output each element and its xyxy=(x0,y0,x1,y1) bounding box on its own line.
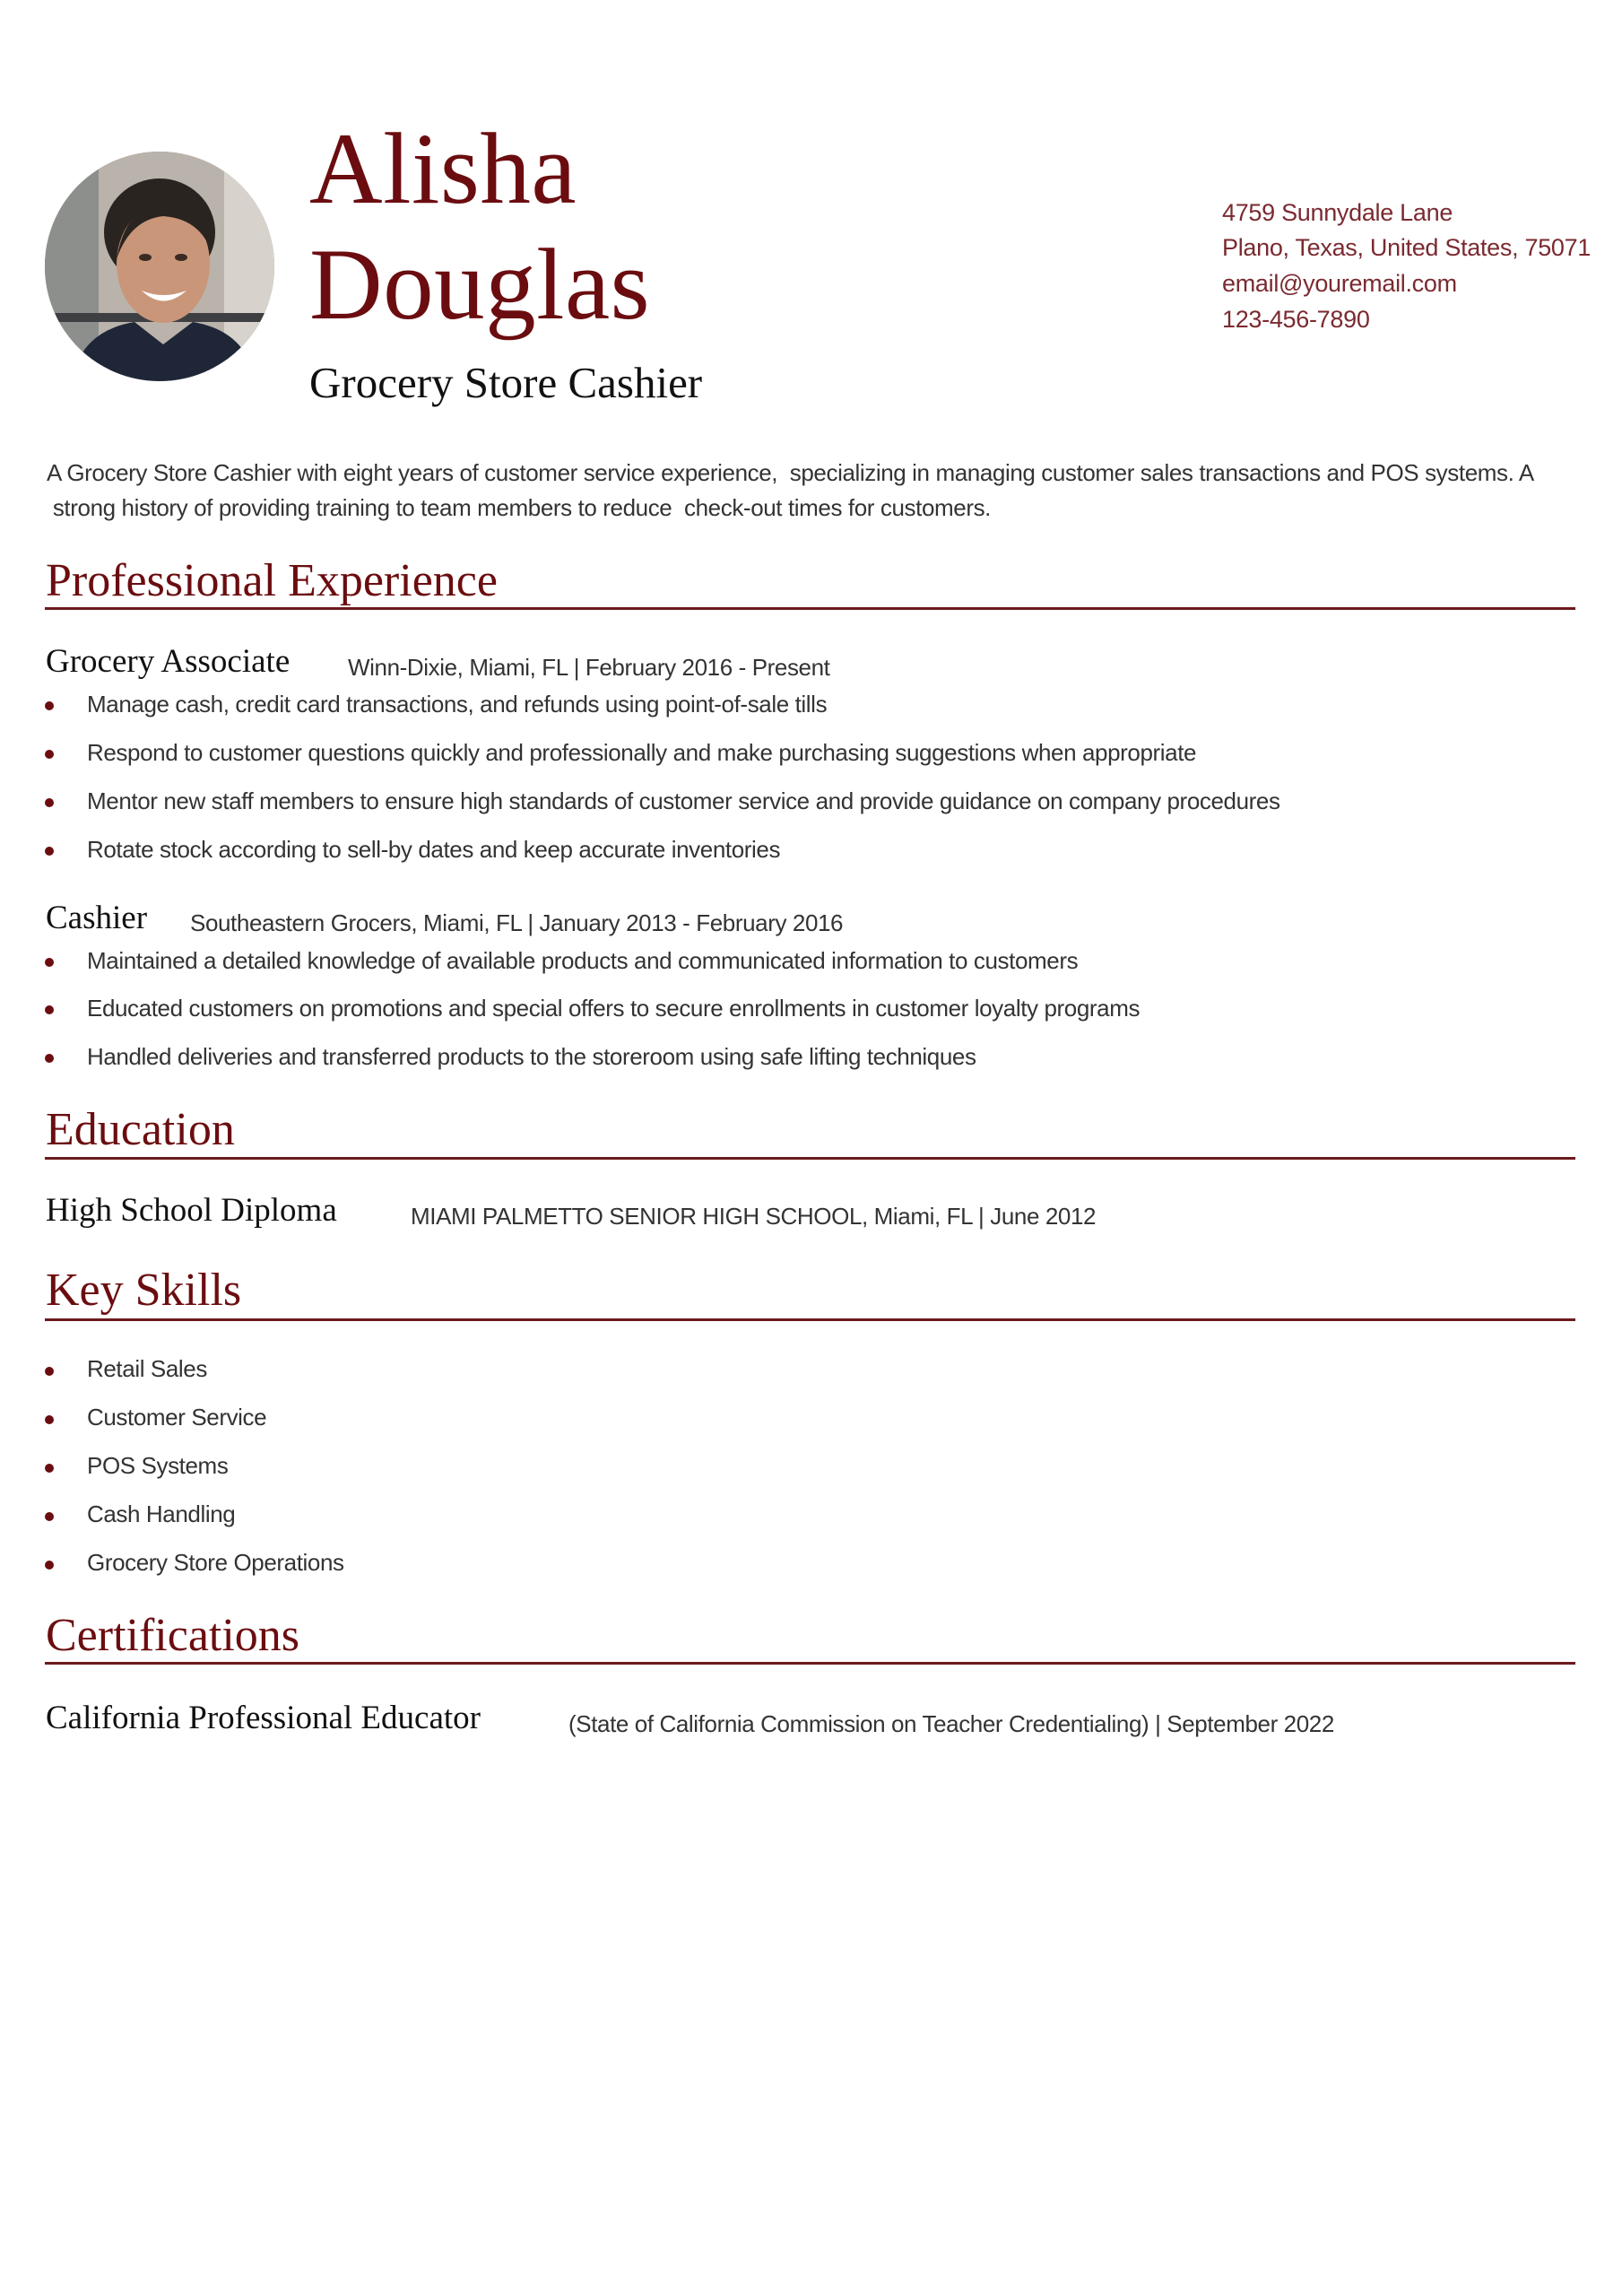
section-title-skills: Key Skills xyxy=(46,1265,242,1316)
email-link[interactable]: email@youremail.com xyxy=(1222,270,1457,297)
section-divider xyxy=(45,607,1575,610)
list-item: Mentor new staff members to ensure high standards of customer service and provide guidance on company procedures xyxy=(87,787,1280,814)
skill-item: Customer Service xyxy=(87,1404,267,1431)
profile-photo xyxy=(45,152,274,381)
bullet-icon xyxy=(45,701,54,710)
bullet-icon xyxy=(45,1005,54,1014)
summary-line2: strong history of providing training to team members to reduce check-out times for customers. xyxy=(47,494,992,521)
first-name: Alisha xyxy=(309,113,577,225)
bullet-icon xyxy=(45,847,54,856)
skill-item: Retail Sales xyxy=(87,1355,207,1382)
person-photo-icon xyxy=(45,152,274,381)
address-line2: Plano, Texas, United States, 75071 xyxy=(1222,234,1592,261)
job-detail: Winn-Dixie, Miami, FL | February 2016 - Present xyxy=(348,654,830,681)
skill-item: Cash Handling xyxy=(87,1500,236,1527)
bullet-icon xyxy=(45,1512,54,1521)
list-item: Respond to customer questions quickly and professionally and make purchasing suggestions when appropriate xyxy=(87,739,1197,766)
bullet-icon xyxy=(45,958,54,967)
bullet-icon xyxy=(45,1464,54,1473)
section-title-education: Education xyxy=(46,1104,235,1155)
section-divider xyxy=(45,1318,1575,1321)
job-title: Cashier xyxy=(46,900,148,936)
list-item: Educated customers on promotions and special offers to secure enrollments in customer loyalty programs xyxy=(87,995,1141,1022)
job-title: Grocery Store Cashier xyxy=(309,358,703,407)
section-divider xyxy=(45,1157,1575,1160)
section-title-certifications: Certifications xyxy=(46,1610,300,1661)
bullet-icon xyxy=(45,1367,54,1376)
summary-line1: A Grocery Store Cashier with eight years of customer service experience, specializing in managing customer sales transactions and POS systems. A xyxy=(47,459,1534,486)
list-item: Handled deliveries and transferred products to the storeroom using safe lifting techniques xyxy=(87,1043,976,1070)
last-name: Douglas xyxy=(309,229,651,341)
school-detail: MIAMI PALMETTO SENIOR HIGH SCHOOL, Miami, FL | June 2012 xyxy=(411,1203,1097,1230)
skill-item: POS Systems xyxy=(87,1452,229,1479)
section-title-experience: Professional Experience xyxy=(46,555,498,606)
certification-detail: (State of California Commission on Teacher Credentialing) | September 2022 xyxy=(568,1710,1334,1737)
skill-item: Grocery Store Operations xyxy=(87,1549,344,1576)
bullet-icon xyxy=(45,798,54,807)
bullet-icon xyxy=(45,1561,54,1570)
certification-title: California Professional Educator xyxy=(46,1700,481,1736)
phone-number: 123-456-7890 xyxy=(1222,306,1370,333)
bullet-icon xyxy=(45,750,54,759)
list-item: Maintained a detailed knowledge of available products and communicated information to customers xyxy=(87,947,1079,974)
list-item: Manage cash, credit card transactions, and refunds using point-of-sale tills xyxy=(87,691,828,718)
job-detail: Southeastern Grocers, Miami, FL | January 2013 - February 2016 xyxy=(190,909,844,936)
bullet-icon xyxy=(45,1054,54,1063)
degree-title: High School Diploma xyxy=(46,1192,337,1229)
job-title: Grocery Associate xyxy=(46,643,291,680)
bullet-icon xyxy=(45,1415,54,1424)
address-line1: 4759 Sunnydale Lane xyxy=(1222,199,1453,226)
section-divider xyxy=(45,1662,1575,1665)
list-item: Rotate stock according to sell-by dates and keep accurate inventories xyxy=(87,836,781,863)
